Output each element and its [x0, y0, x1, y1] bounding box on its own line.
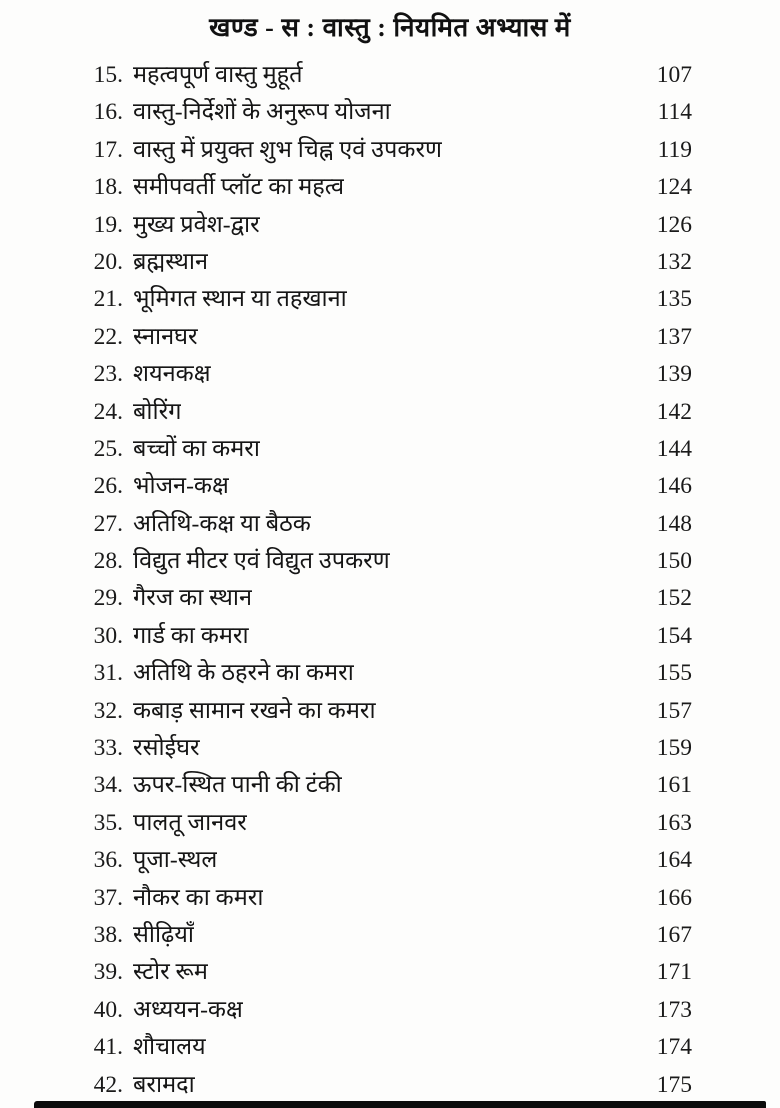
toc-entry-title: अतिथि-कक्ष या बैठक	[133, 510, 311, 537]
toc-row	[0, 506, 780, 543]
toc-entry-title: गार्ड का कमरा	[133, 622, 249, 649]
toc-entry-page: 164	[656, 847, 692, 874]
toc-row	[0, 394, 780, 431]
toc-entry-number: 30.	[93, 622, 123, 649]
toc-entry-number: 26.	[93, 473, 123, 500]
toc-row	[0, 543, 780, 580]
toc-entry-title: शयनकक्ष	[133, 361, 211, 388]
toc-entry-page: 135	[656, 286, 692, 313]
scan-edge-artifact	[34, 1101, 766, 1108]
toc-row	[0, 880, 780, 917]
toc-entry-number: 17.	[93, 136, 123, 163]
toc-entry-page: 167	[656, 921, 692, 948]
toc-entry-page: 126	[656, 211, 692, 238]
toc-entry-page: 174	[656, 1034, 692, 1061]
toc-entry-number: 36.	[93, 847, 123, 874]
toc-entry-page: 137	[656, 323, 692, 350]
toc-entry-number: 35.	[93, 809, 123, 836]
toc-entry-number: 38.	[93, 921, 123, 948]
toc-entry-page: 107	[656, 62, 692, 88]
section-header: खण्ड - स : वास्तु : नियमित अभ्यास में	[209, 13, 571, 42]
toc-row	[0, 767, 780, 804]
toc-row	[0, 580, 780, 617]
toc-entry-page: 119	[657, 136, 692, 163]
toc-row	[0, 693, 780, 730]
toc-entry-number: 19.	[93, 211, 123, 238]
toc-entry-title: मुख्य प्रवेश-द्वार	[133, 211, 260, 238]
toc-entry-number: 22.	[93, 323, 123, 350]
toc-entry-title: कबाड़ सामान रखने का कमरा	[133, 697, 376, 724]
toc-entry-title: अध्ययन-कक्ष	[133, 996, 243, 1023]
toc-row	[0, 431, 780, 468]
toc-entry-number: 42.	[93, 1071, 123, 1098]
toc-entry-title: स्टोर रूम	[133, 959, 208, 986]
toc-entry-number: 40.	[93, 996, 123, 1023]
toc-entry-page: 171	[656, 959, 692, 986]
toc-row	[0, 954, 780, 991]
toc-entry-page: 159	[656, 735, 692, 762]
toc-row	[0, 1029, 780, 1066]
toc-entry-page: 157	[656, 697, 692, 724]
toc-row	[0, 1067, 780, 1104]
toc-entry-number: 18.	[93, 174, 123, 201]
toc-entry-page: 152	[656, 585, 692, 612]
toc-list	[0, 57, 780, 1104]
toc-entry-number: 37.	[93, 884, 123, 911]
toc-entry-page: 114	[657, 99, 692, 126]
toc-row	[0, 468, 780, 505]
toc-entry-page: 173	[656, 996, 692, 1023]
toc-entry-page: 155	[656, 660, 692, 687]
toc-entry-number: 24.	[93, 398, 123, 425]
toc-entry-page: 132	[656, 248, 692, 275]
toc-entry-number: 32.	[93, 697, 123, 724]
toc-entry-title: वास्तु-निर्देशों के अनुरूप योजना	[133, 99, 391, 126]
toc-row	[0, 356, 780, 393]
toc-row	[0, 244, 780, 281]
toc-entry-number: 15.	[93, 62, 123, 88]
toc-entry-number: 27.	[93, 510, 123, 537]
toc-row	[0, 730, 780, 767]
toc-entry-title: पालतू जानवर	[133, 809, 247, 836]
toc-entry-page: 148	[656, 510, 692, 537]
toc-entry-title: नौकर का कमरा	[133, 884, 264, 911]
toc-row	[0, 94, 780, 131]
toc-entry-page: 144	[656, 435, 692, 462]
toc-row	[0, 132, 780, 169]
toc-row	[0, 805, 780, 842]
toc-entry-page: 142	[656, 398, 692, 425]
toc-entry-title: ब्रह्मस्थान	[133, 248, 209, 275]
toc-entry-title: रसोईघर	[133, 735, 200, 762]
toc-entry-page: 166	[656, 884, 692, 911]
toc-entry-title: गैरज का स्थान	[133, 585, 252, 612]
toc-row	[0, 842, 780, 879]
toc-entry-page: 146	[656, 473, 692, 500]
toc-row	[0, 281, 780, 318]
toc-row	[0, 169, 780, 206]
toc-row	[0, 655, 780, 692]
toc-entry-title: शौचालय	[133, 1034, 206, 1061]
toc-entry-title: वास्तु में प्रयुक्त शुभ चिह्न एवं उपकरण	[133, 136, 443, 163]
toc-entry-number: 23.	[93, 361, 123, 388]
toc-row	[0, 992, 780, 1029]
toc-entry-title: भोजन-कक्ष	[133, 473, 229, 500]
toc-entry-title: बच्चों का कमरा	[133, 435, 260, 462]
toc-entry-title: सीढ़ियाँ	[133, 921, 195, 948]
toc-entry-title: समीपवर्ती प्लॉट का महत्व	[133, 174, 345, 201]
toc-entry-number: 31.	[93, 660, 123, 687]
toc-entry-title: स्नानघर	[133, 323, 198, 350]
toc-entry-title: महत्वपूर्ण वास्तु मुहूर्त	[133, 62, 303, 88]
toc-entry-title: भूमिगत स्थान या तहखाना	[133, 286, 347, 313]
toc-entry-page: 139	[656, 361, 692, 388]
toc-entry-page: 150	[656, 548, 692, 575]
toc-entry-title: बोरिंग	[133, 398, 182, 425]
toc-entry-number: 16.	[93, 99, 123, 126]
toc-row	[0, 207, 780, 244]
toc-entry-number: 29.	[93, 585, 123, 612]
toc-entry-page: 124	[656, 174, 692, 201]
toc-entry-title: ऊपर-स्थित पानी की टंकी	[133, 772, 342, 799]
toc-entry-number: 39.	[93, 959, 123, 986]
toc-entry-number: 41.	[93, 1034, 123, 1061]
toc-row	[0, 319, 780, 356]
toc-entry-title: बरामदा	[133, 1071, 195, 1098]
toc-entry-number: 20.	[93, 248, 123, 275]
toc-entry-title: पूजा-स्थल	[133, 847, 218, 874]
toc-row	[0, 618, 780, 655]
toc-entry-title: अतिथि के ठहरने का कमरा	[133, 660, 354, 687]
toc-entry-number: 34.	[93, 772, 123, 799]
toc-row	[0, 57, 780, 94]
toc-entry-number: 25.	[93, 435, 123, 462]
toc-entry-page: 161	[656, 772, 692, 799]
toc-entry-page: 175	[656, 1071, 692, 1098]
toc-entry-title: विद्युत मीटर एवं विद्युत उपकरण	[133, 548, 390, 575]
toc-entry-page: 163	[656, 809, 692, 836]
toc-entry-page: 154	[656, 622, 692, 649]
toc-row	[0, 917, 780, 954]
toc-entry-number: 33.	[93, 735, 123, 762]
toc-entry-number: 21.	[93, 286, 123, 313]
toc-entry-number: 28.	[93, 548, 123, 575]
